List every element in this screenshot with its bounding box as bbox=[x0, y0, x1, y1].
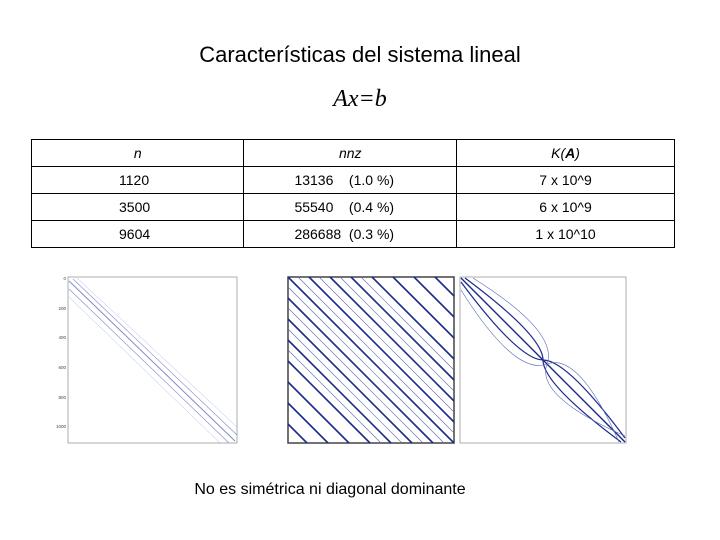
table-header-row bbox=[32, 140, 675, 167]
footer-note: No es simétrica ni diagonal dominante bbox=[194, 481, 466, 498]
sparsity-plot-2 bbox=[287, 275, 455, 445]
cell-k: 6 x 10^9 bbox=[457, 194, 675, 221]
tick-label: 0 bbox=[63, 276, 66, 281]
sparsity-plot-3 bbox=[459, 275, 627, 445]
properties-table bbox=[31, 139, 675, 248]
table-row bbox=[32, 167, 675, 194]
cell-n: 1120 bbox=[32, 167, 244, 194]
table-row bbox=[32, 221, 675, 248]
tick-label: 600 bbox=[58, 365, 66, 370]
tick-label: 200 bbox=[58, 306, 66, 311]
cell-nnz: 13136 (1.0 %) bbox=[244, 167, 457, 194]
tick-label: 1000 bbox=[55, 424, 66, 429]
sparsity-plot-1 bbox=[55, 275, 241, 445]
table-row bbox=[32, 194, 675, 221]
tick-label: 800 bbox=[58, 395, 66, 400]
cell-n: 3500 bbox=[32, 194, 244, 221]
cell-n: 9604 bbox=[32, 221, 244, 248]
header-n: n bbox=[32, 140, 244, 167]
cell-nnz: 55540 (0.4 %) bbox=[244, 194, 457, 221]
tick-label: 400 bbox=[58, 335, 66, 340]
cell-nnz: 286688 (0.3 %) bbox=[244, 221, 457, 248]
header-nnz: nnz bbox=[244, 140, 457, 167]
cell-k: 1 x 10^10 bbox=[457, 221, 675, 248]
equation: Ax=b bbox=[333, 86, 387, 112]
header-condition-number: K(A) bbox=[457, 140, 675, 167]
cell-k: 7 x 10^9 bbox=[457, 167, 675, 194]
slide-title: Características del sistema lineal bbox=[199, 42, 521, 67]
